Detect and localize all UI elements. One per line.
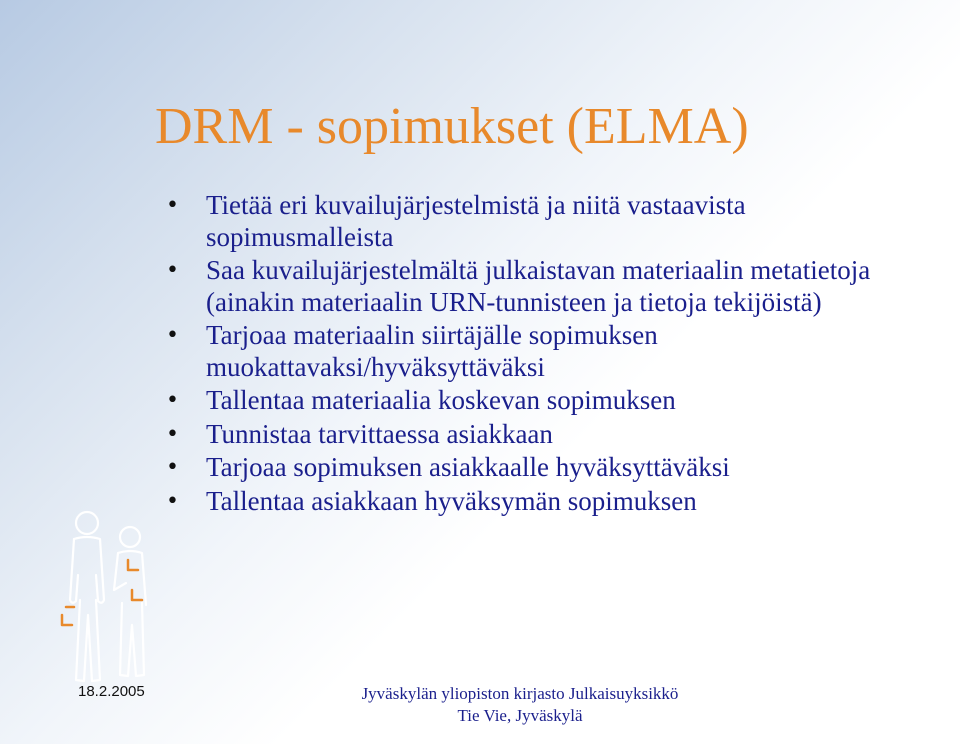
bullet-text: Tallentaa materiaalia koskevan sopimuksen	[206, 385, 676, 415]
bullet-dot: •	[166, 388, 179, 413]
bullet-dot: •	[166, 258, 179, 283]
bullet-dot: •	[166, 455, 179, 480]
bullet-item	[166, 452, 926, 484]
bullet-item	[166, 486, 926, 518]
bullet-text: Tunnistaa tarvittaessa asiakkaan	[206, 418, 553, 449]
bullet-text: Tietää eri kuvailujärjestelmistä ja niitä vastaavista sopimusmalleista	[206, 190, 746, 252]
human-figures-icon	[52, 505, 162, 695]
bullet-text: Saa kuvailujärjestelmältä julkaistavan materiaalin metatietoja (ainakin materiaalin URN-tunnisteen ja tietoja tekijöistä)	[206, 255, 871, 317]
bullet-text: Tarjoaa materiaalin siirtäjälle sopimuksen muokattavaksi/hyväksyttäväksi	[206, 320, 658, 382]
bullet-item	[166, 190, 926, 253]
slide-title: DRM - sopimukset (ELMA)	[155, 98, 749, 155]
bullet-dot: •	[166, 193, 179, 218]
bullet-item	[166, 255, 926, 318]
bullet-item	[166, 320, 926, 383]
bullet-dot: •	[166, 323, 179, 348]
bullet-dot: •	[166, 488, 179, 514]
footer-line-1: Jyväskylän yliopiston kirjasto Julkaisuyksikkö	[361, 684, 679, 703]
bullet-text: Tarjoaa sopimuksen asiakkaalle hyväksyttäväksi	[206, 452, 730, 482]
bullet-list	[166, 190, 926, 519]
footer-date: 18.2.2005	[78, 683, 145, 700]
footer-organization	[270, 683, 770, 727]
bullet-dot: •	[166, 421, 179, 447]
footer-line-2: Tie Vie, Jyväskylä	[457, 706, 583, 725]
bullet-item	[166, 385, 926, 417]
bullet-text: Tallentaa asiakkaan hyväksymän sopimuksen	[206, 485, 697, 516]
bullet-item	[166, 419, 926, 451]
